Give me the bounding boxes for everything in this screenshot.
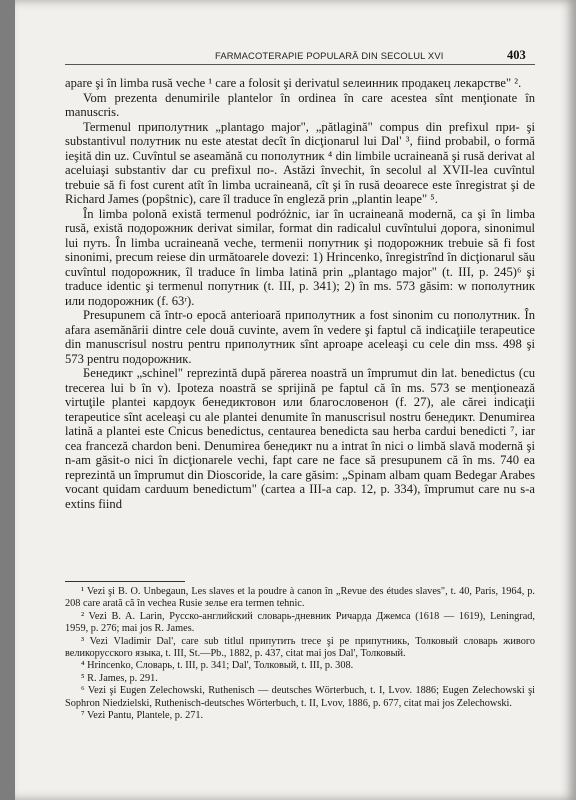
header-rule: [65, 64, 535, 65]
footnotes: [65, 586, 535, 722]
paragraph: Presupunem că într-o epocă anterioară приполутник a fost sinonim cu пополутник. În afara asemănării dintre cele două cuvinte, avem în vedere şi faptul că indicaţiile terapeutice din manuscrisul nostru pentru приполутник sînt aproape aceleaşi cu cele din mss. 498 şi 573 pentru подорожник.: [65, 308, 535, 366]
book-page: [15, 0, 576, 800]
footnote: ¹ Vezi şi B. O. Unbegaun, Les slaves et la poudre à canon în „Revue des études slaves", t. 40, Paris, 1964, p. 208 care arată că în vechea Rusie зелье era termen tehnic.: [65, 586, 535, 610]
paragraph: apare şi în limba rusă veche ¹ care a folosit şi derivatul ѕелеинник продакец лекарстве" ².: [65, 76, 522, 90]
footnote-rule: [65, 581, 185, 582]
page-header: [15, 50, 576, 70]
footnote: ² Vezi B. A. Larin, Русско-английский словарь-дневник Ричарда Джемса (1618 — 1619), Leningrad, 1959, p. 276; mai jos R. James.: [65, 610, 535, 635]
running-title: FARMACOTERAPIE POPULARĂ DIN SECOLUL XVI: [215, 50, 444, 61]
footnote: ⁴ Hrincenko, Словарь, t. III, p. 341; Dal', Толковый, t. III, p. 308.: [81, 660, 354, 672]
paragraph: Termenul приполутник „plantago major", „pătlagină" compus din prefixul при- şi substantivul полутник nu este atestat decît în dicţionarul lui Dal' ³, fiind probabil, o formă ieşită din uz. Cuvîntul se aseamănă cu пополутник ⁴ din limbile ucraineană şi rusă derivat al aceluiaşi substantiv dar cu prefixul по-. Astăzi învechit, în secolul al XVII-lea cuvîntul trebuie să fi fost curent atît în limba ucraineană, cît şi în rusă deoarece este înregistrat şi de Richard James (popŝtnic), care îl traduce în engleză prin „plantin leape" ⁵.: [65, 119, 535, 206]
footnote: ³ Vezi Vladimir Dal', care sub titlul припутить trece şi pe припутникь, Толковый словарь живого великорусского языка, t. III, St.—Pb., 1882, p. 437, citat mai jos Dal', Толковый.: [65, 635, 535, 660]
footnote: ⁷ Vezi Pantu, Plantele, p. 271.: [81, 710, 204, 722]
body-text: [65, 76, 535, 511]
paragraph: Бенедикт „schinel" reprezintă după părerea noastră un împrumut din lat. benedictus (cu trecerea lui b în v). Ipoteza noastră se sprijină pe faptul că în ms. 573 se menţionează virtuţile plantei кардоук бенедиктовон или благословенон (f. 27), ale cărei indicaţii terapeutice sînt aceleaşi cu ale plantei denumite în manuscrisul nostru бенедикт. Denumirea latină a plantei este Cnicus benedictus, centaurea benedicta sau herba cardui benedicti ⁷, iar cea franceză chardon beni. Denumirea бенедикт nu a intrat în nici o limbă slavă modernă şi n-am găsit-o nici în dicţionarele vechi, fapt care ne face să presupunem că în ms. 740 ea reprezintă un împrumut din Dioscoride, la care găsim: „Spinam albam quam Bedegar Arabes vocant quidam carduum benedictum" (cartea a III-a cap. 12, p. 334), împrumut care nu s-a extins fiind: [65, 366, 535, 511]
page-number: 403: [507, 48, 526, 62]
footnote: ⁵ R. James, p. 291.: [81, 672, 158, 684]
paragraph: Vom prezenta denumirile plantelor în ordinea în care acestea sînt menţionate în manuscris.: [65, 90, 535, 119]
paragraph: În limba polonă există termenul podróżnic, iar în ucraineană modernă, ca şi în limba rusă, există подорожник derivat similar, format din radicalul cuvîntului дорога, sinonimul lui путь. În limba ucraineană veche, termenii попутник şi подорожник trebuie să fi fost sinonimi, precum reiese din următoarele dovezi: 1) Hrincenko, înregistrînd în dicţionarul său cuvîntul подорожник, îl traduce în limba latină prin „plantago major" (t. III, p. 245)⁶ şi traduce identic şi termenul попутник (t. III, p. 341); 2) în ms. 573 găsim: w пополутник или подорожник (f. 63ʳ).: [65, 206, 535, 308]
footnote: ⁶ Vezi şi Eugen Zelechowski, Ruthenisch — deutsches Wörterbuch, t. I, Lvov. 1886; Eugen Zelechowski şi Sophron Niedzielski, Ruthenisch-deutsches Wörterbuch, t. II, Lvov, 1886, p. 677, citat mai jos Zelechowski.: [65, 685, 535, 709]
